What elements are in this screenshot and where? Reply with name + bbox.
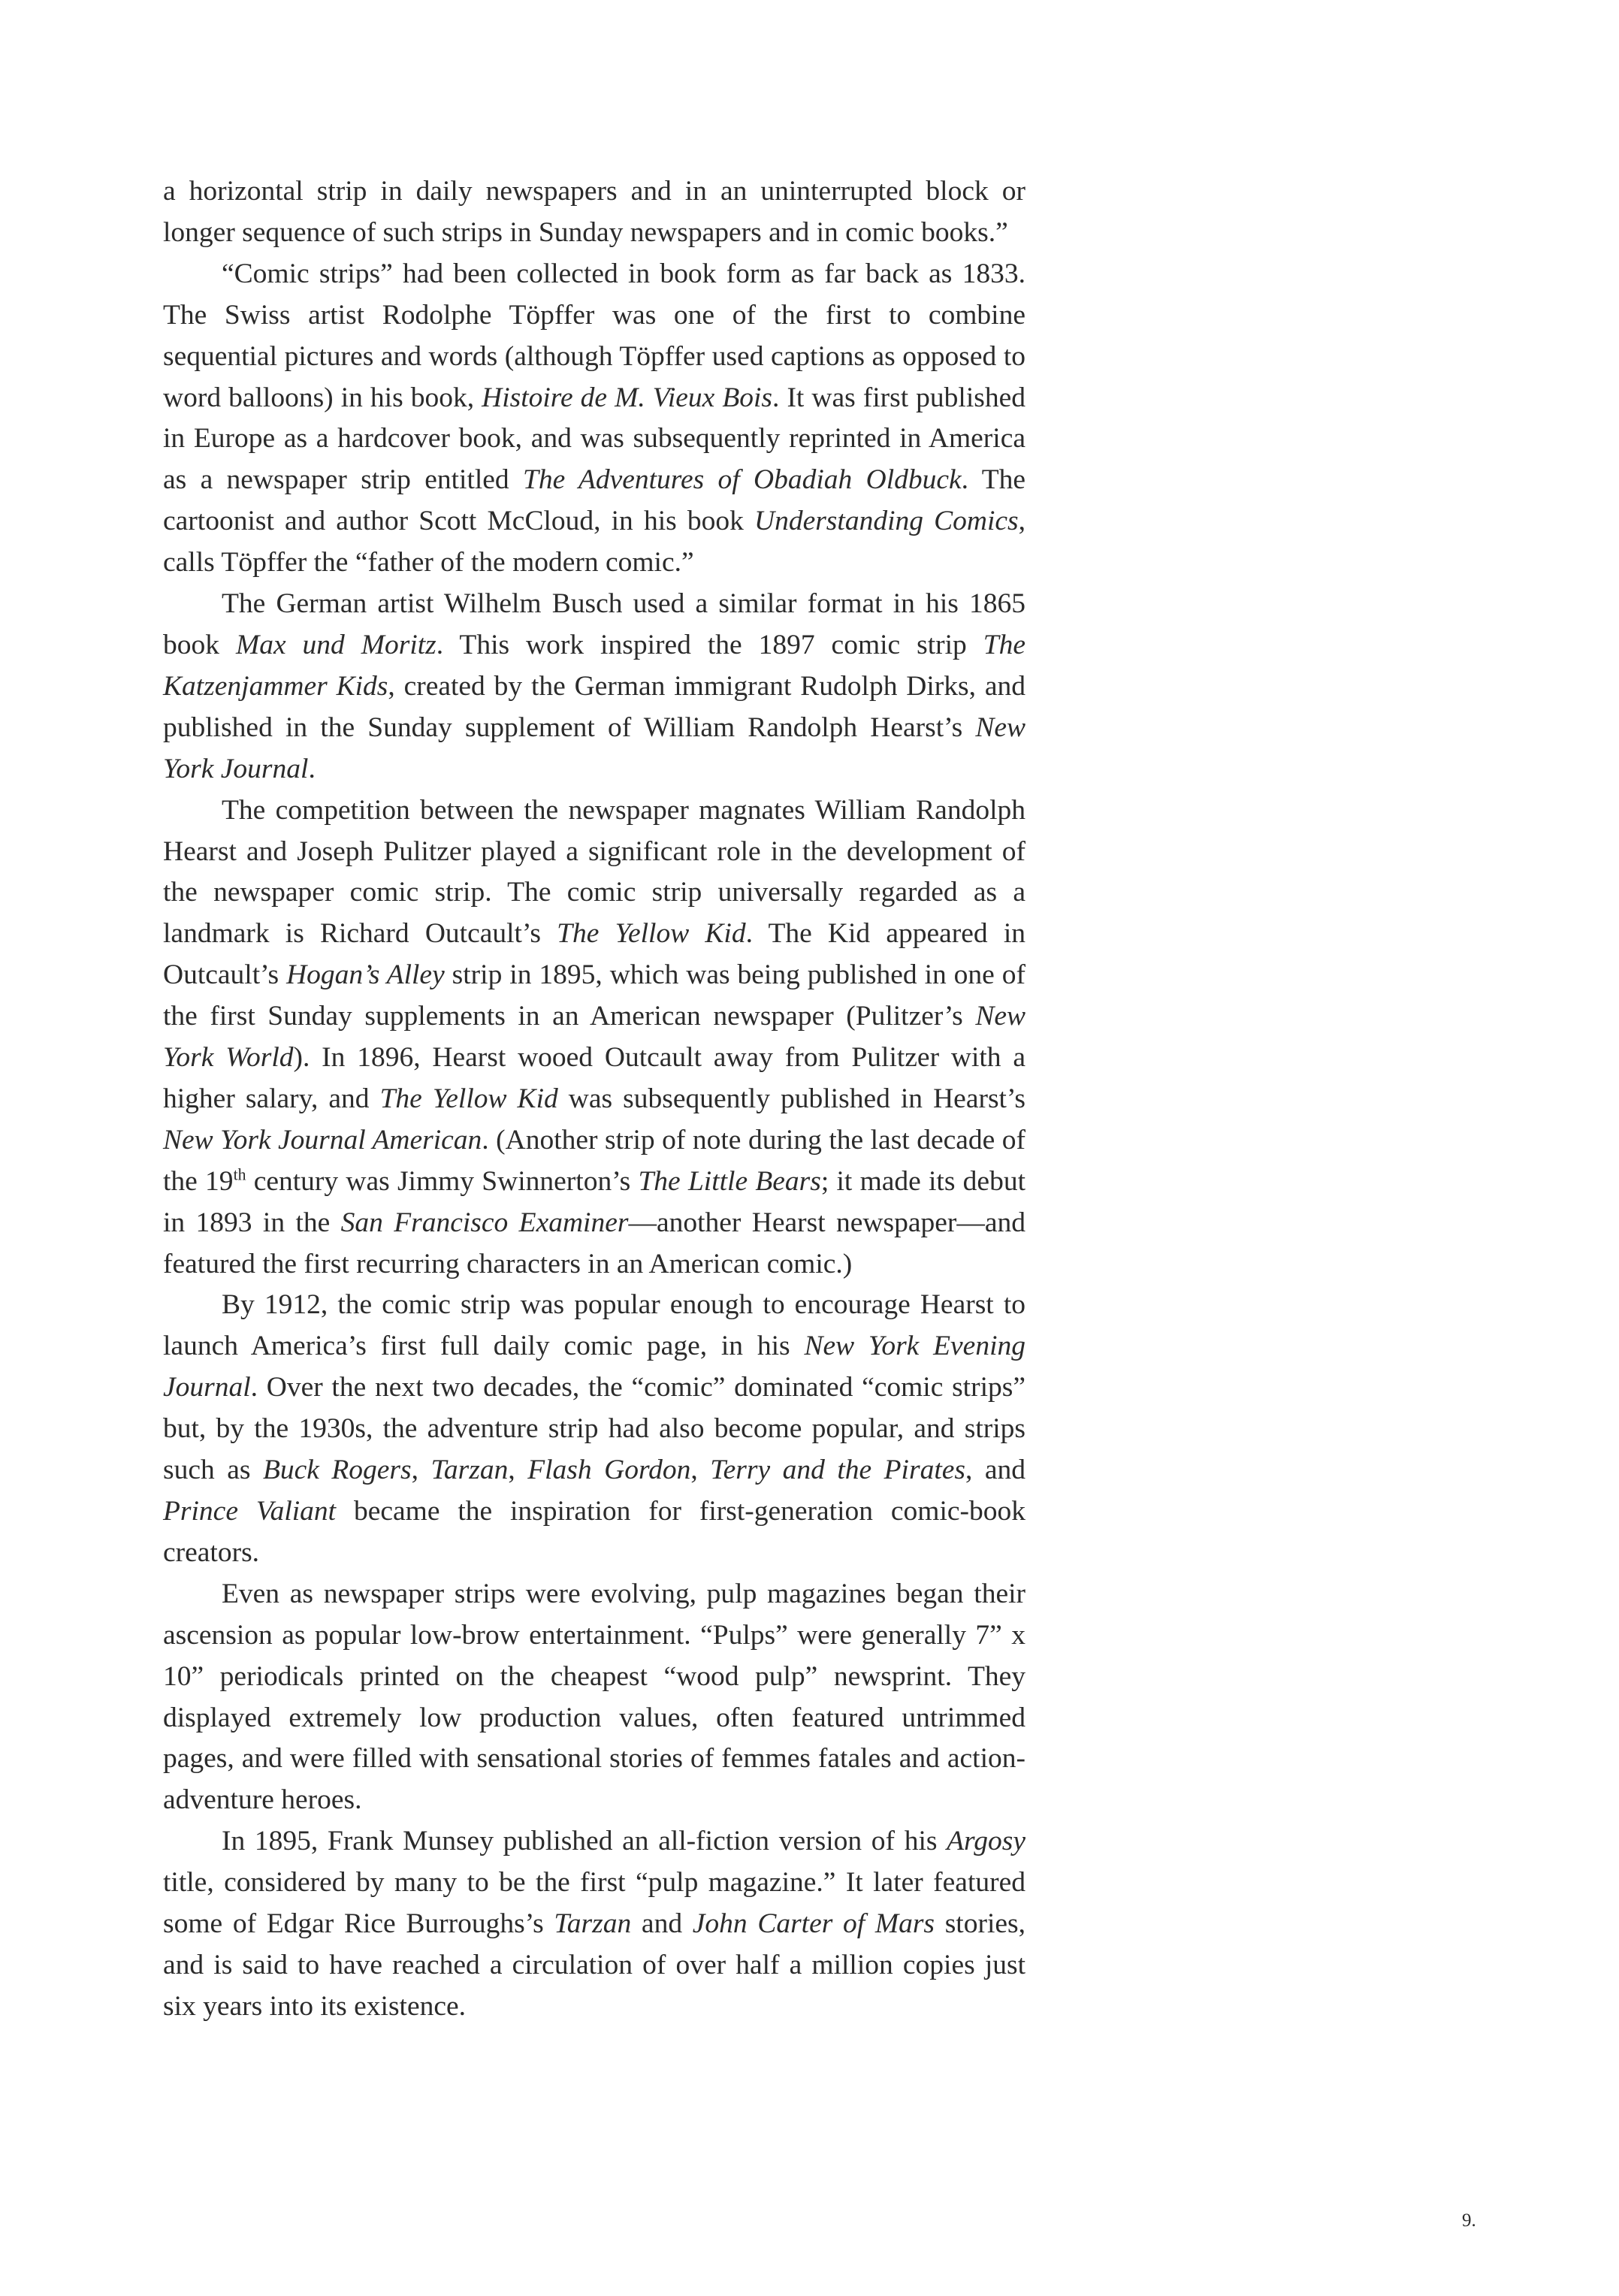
italic-text: Argosy xyxy=(947,1826,1025,1857)
body-text xyxy=(163,171,1025,2028)
paragraph xyxy=(163,584,1025,790)
text-run: . It was first published in Europe as a hardcover book, and was subsequently reprinted in America as a newspaper strip entitled xyxy=(163,382,1025,496)
italic-text: Hogan’s Alley xyxy=(286,959,445,991)
paragraph xyxy=(163,1574,1025,1821)
italic-text: Buck Rogers xyxy=(262,1455,412,1486)
italic-text: Histoire de M. Vieux Bois xyxy=(482,382,773,413)
superscript-text: th xyxy=(233,1165,246,1184)
text-run: . Over the next two decades, the “comic” dominated “comic strips” but, by the 1930s, the adventure strip had also become popular, and strips such as xyxy=(163,1372,1025,1486)
text-run: a horizontal strip in daily newspapers and in an uninterrupted block or longer sequence of such strips in Sunday newspapers and in comic books.” xyxy=(163,176,1025,248)
italic-text: Prince Valiant xyxy=(163,1496,337,1527)
paragraph xyxy=(163,790,1025,1285)
italic-text: The Yellow Kid xyxy=(379,1083,558,1114)
text-run: By 1912, the comic strip was popular enough to encourage Hearst to launch America’s first full daily comic page, in his xyxy=(163,1289,1025,1362)
text-run: “Comic strips” had been collected in book form as far back as 1833. The Swiss artist Rodolphe Töpffer was one of the first to combine sequential pictures and words (although Töpffer used captions as opposed to word balloons) in his book, xyxy=(163,258,1025,413)
text-run: . The Kid appeared in Outcault’s xyxy=(163,918,1026,991)
text-run: . The cartoonist and author Scott McCloud, in his book xyxy=(163,464,1025,537)
paragraph xyxy=(163,1285,1025,1573)
text-run: In 1895, Frank Munsey published an all-fiction version of his xyxy=(222,1826,947,1857)
text-run: ; it made its debut in 1893 in the xyxy=(163,1165,1025,1238)
text-run: , xyxy=(508,1455,528,1486)
text-run: Even as newspaper strips were evolving, pulp magazines began their ascension as popular low-brow entertainment. “Pulps” were generally 7” x 10” periodicals printed on the cheapest “wood pulp” newsprint. They displayed extremely low production values, often featured untrimmed pages, and were filled with sensational stories of femmes fatales and action-adventure heroes. xyxy=(163,1578,1025,1816)
text-run: title, considered by many to be the first “pulp magazine.” It later featured some of Edgar Rice Burroughs’s xyxy=(163,1867,1025,1940)
paragraph xyxy=(163,171,1025,254)
italic-text: Tarzan xyxy=(554,1908,632,1940)
text-run: , calls Töpffer the “father of the modern comic.” xyxy=(163,506,1025,579)
text-run: The German artist Wilhelm Busch used a similar format in his 1865 book xyxy=(163,588,1025,660)
text-run: , and xyxy=(965,1455,1025,1486)
italic-text: The Katzenjammer Kids xyxy=(163,629,1025,702)
text-run: and xyxy=(631,1908,693,1940)
italic-text: John Carter of Mars xyxy=(692,1908,935,1940)
page-number: 9. xyxy=(1462,2210,1476,2231)
text-run: , created by the German immigrant Rudolph Dirks, and published in the Sunday supplement of William Randolph Hearst’s xyxy=(163,670,1025,743)
paragraph xyxy=(163,1821,1025,2028)
italic-text: Understanding Comics xyxy=(754,506,1019,537)
text-run: . xyxy=(308,753,316,784)
text-run: strip in 1895, which was being published in one of the first Sunday supplements in an American newspaper (Pulitzer’s xyxy=(163,959,1025,1032)
text-run: —another Hearst newspaper—and featured the first recurring characters in an American comic.) xyxy=(163,1207,1025,1279)
italic-text: The Little Bears xyxy=(638,1165,821,1197)
text-run: became the inspiration for first-generation comic-book creators. xyxy=(163,1496,1026,1568)
italic-text: New York Journal xyxy=(163,711,1025,784)
italic-text: New York Evening Journal xyxy=(163,1331,1025,1403)
italic-text: Flash Gordon xyxy=(527,1455,691,1486)
text-run: was subsequently published in Hearst’s xyxy=(557,1083,1025,1114)
italic-text: The Yellow Kid xyxy=(557,918,746,950)
italic-text: San Francisco Examiner xyxy=(340,1207,629,1238)
italic-text: New York Journal American xyxy=(163,1124,482,1156)
text-run: . (Another strip of note during the last decade of the 19 xyxy=(163,1124,1025,1197)
text-run: , xyxy=(411,1455,431,1486)
text-run: . This work inspired the 1897 comic strip xyxy=(436,629,983,660)
text-run: The competition between the newspaper magnates William Randolph Hearst and Joseph Pulitzer played a significant role in the development of the newspaper comic strip. The comic strip universally regarded as a landmark is Richard Outcault’s xyxy=(163,794,1025,950)
text-run: stories, and is said to have reached a circulation of over half a million copies just six years into its existence. xyxy=(163,1908,1025,2022)
italic-text: The Adventures of Obadiah Oldbuck xyxy=(523,464,962,496)
italic-text: Max und Moritz xyxy=(235,629,436,660)
paragraph xyxy=(163,254,1025,584)
italic-text: New York World xyxy=(163,1001,1025,1074)
text-run: century was Jimmy Swinnerton’s xyxy=(246,1165,639,1197)
text-run: ). In 1896, Hearst wooed Outcault away from Pulitzer with a higher salary, and xyxy=(163,1042,1025,1114)
text-run: , xyxy=(690,1455,711,1486)
italic-text: Tarzan xyxy=(430,1455,509,1486)
italic-text: Terry and the Pirates xyxy=(710,1455,965,1486)
